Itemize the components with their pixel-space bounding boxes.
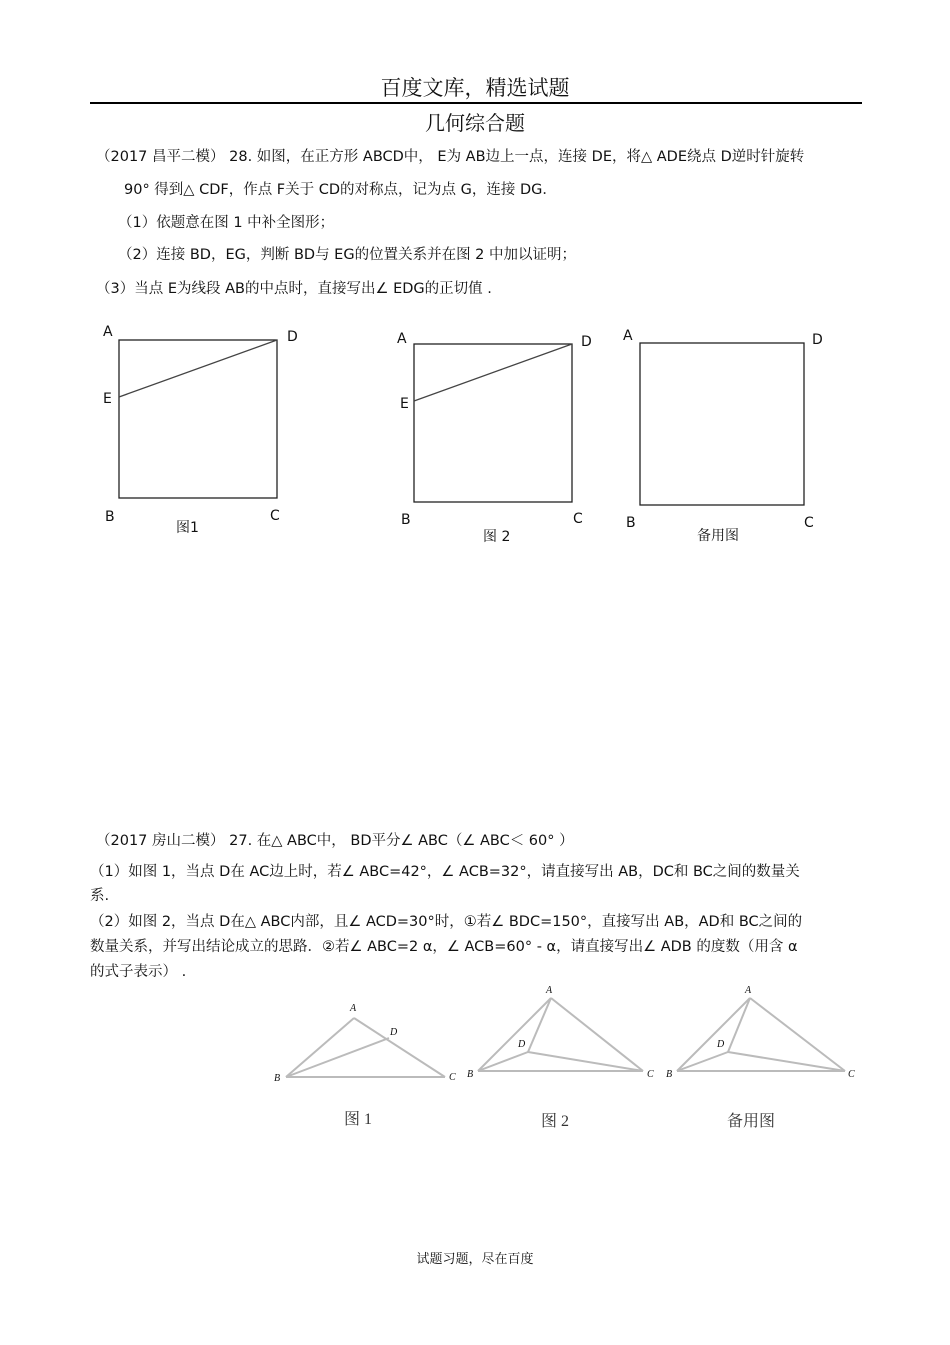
vertex-label-c: C [449, 1072, 456, 1083]
vertex-label-e: E [103, 391, 112, 407]
vertex-label-b: B [105, 509, 115, 525]
square-abcd-fig2 [414, 344, 572, 502]
page-header-title: 百度文库，精选试题 [380, 76, 570, 100]
segment-bd-fig2 [478, 1052, 528, 1071]
section-title: 几何综合题 [425, 111, 525, 135]
vertex-label-b: B [626, 515, 636, 531]
vertex-label-a: A [745, 985, 752, 996]
vertex-label-a: A [546, 985, 553, 996]
problem1-line-2: 90° 得到△ CDF，作点 F关于 CD的对称点，记为点 G，连接 DG． [124, 182, 557, 198]
problem2-line-5: 数量关系，并写出结论成立的思路．②若∠ ABC=2 α，∠ ACB=60° - α，请直接写出∠ ADB 的度数（用含 α [90, 939, 798, 955]
triangle-fig1 [286, 1018, 445, 1077]
figure-caption: 图 2 [541, 1113, 570, 1130]
vertex-label-d: D [518, 1039, 526, 1050]
vertex-label-c: C [804, 515, 814, 531]
problem1-line-4: （2）连接 BD，EG，判断 BD与 EG的位置关系并在图 2 中加以证明； [118, 247, 577, 263]
vertex-label-a: A [350, 1003, 357, 1014]
problem1-line-1: （2017 昌平二模） 28. 如图，在正方形 ABCD中， E为 AB边上一点，连接 DE，将△ ADE绕点 D逆时针旋转 [96, 149, 805, 165]
vertex-label-b: B [274, 1073, 281, 1084]
vertex-label-d: D [812, 332, 823, 348]
segment-cd-fig2 [528, 1052, 643, 1071]
problem2-line-2: （1）如图 1，当点 D在 AC边上时，若∠ ABC=42°，∠ ACB=32°，请直接写出 AB，DC和 BC之间的数量关 [90, 864, 800, 880]
figure-caption: 图 1 [344, 1111, 373, 1128]
square-abcd-fig1 [119, 340, 277, 498]
vertex-label-a: A [397, 331, 407, 347]
vertex-label-c: C [647, 1069, 654, 1080]
vertex-label-d: D [717, 1039, 725, 1050]
figure-caption: 图1 [176, 520, 199, 536]
vertex-label-c: C [270, 508, 280, 524]
problem1-line-3: （1）依题意在图 1 中补全图形； [118, 215, 335, 231]
problem2-line-1: （2017 房山二模） 27. 在△ ABC中， BD平分∠ ABC（∠ ABC＜ 60° ） [96, 833, 574, 849]
vertex-label-e: E [400, 396, 409, 412]
problem2-line-6: 的式子表示） . [90, 964, 187, 980]
vertex-label-a: A [623, 328, 633, 344]
vertex-label-c: C [573, 511, 583, 527]
figure-caption: 备用图 [697, 528, 739, 544]
vertex-label-d: D [581, 334, 592, 350]
segment-de-fig1 [119, 340, 277, 397]
vertex-label-b: B [467, 1069, 474, 1080]
segment-cd-spare [728, 1052, 845, 1071]
segment-bd-spare [677, 1052, 728, 1071]
vertex-label-d: D [287, 329, 298, 345]
vertex-label-c: C [848, 1069, 855, 1080]
figure-caption: 备用图 [727, 1113, 776, 1130]
page-footer: 试题习题，尽在百度 [416, 1252, 534, 1267]
problem1-line-5: （3）当点 E为线段 AB的中点时，直接写出∠ EDG的正切值 . [96, 281, 492, 297]
square-abcd-spare [640, 343, 804, 505]
segment-bd-fig1 [286, 1038, 389, 1077]
vertex-label-b: B [401, 512, 411, 528]
segment-ad-fig2 [528, 998, 551, 1052]
problem2-line-3: 系. [90, 888, 110, 904]
vertex-label-d: D [390, 1027, 398, 1038]
triangle-fig2 [478, 998, 643, 1071]
figure-caption: 图 2 [483, 529, 511, 545]
vertex-label-a: A [103, 324, 113, 340]
vertex-label-b: B [666, 1069, 673, 1080]
segment-ad-spare [728, 998, 750, 1052]
segment-de-fig2 [414, 344, 572, 401]
triangle-spare [677, 998, 845, 1071]
problem2-line-4: （2）如图 2，当点 D在△ ABC内部，且∠ ACD=30°时，①若∠ BDC=150°，直接写出 AB，AD和 BC之间的 [90, 914, 803, 930]
